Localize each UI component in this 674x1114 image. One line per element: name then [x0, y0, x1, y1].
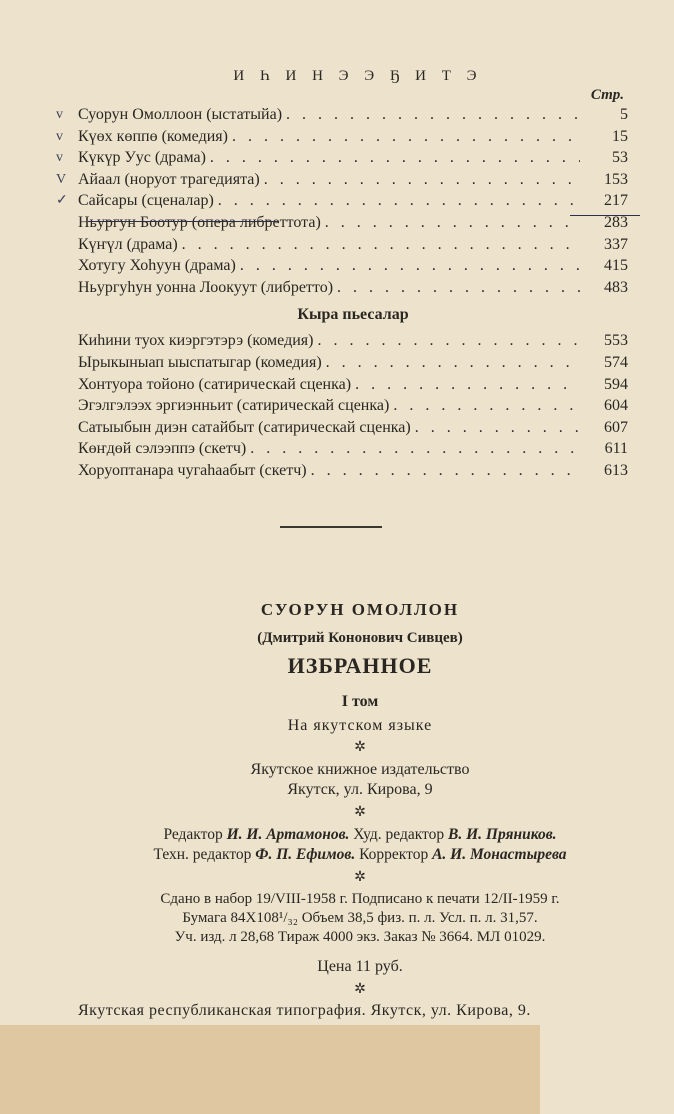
- toc-entry-title: Күҥүл (драма): [78, 235, 178, 253]
- toc-entry-title: Хотугу Хоһуун (драма): [78, 257, 236, 275]
- toc-entry-title: Ньургун Боотур (опера либреттота): [78, 213, 321, 231]
- toc-entry-title: Айаал (норуот трагедията): [78, 170, 260, 188]
- toc-entry-page: 483: [604, 278, 628, 296]
- print-info-3: Уч. изд. л 28,68 Тираж 4000 экз. Заказ № 3664. МЛ 01029.: [174, 929, 546, 945]
- dot-leader: [337, 277, 580, 299]
- toc-entry-page: 594: [604, 375, 628, 393]
- editor-name: И. И. Артамонов.: [226, 826, 350, 843]
- toc-entry-page: 613: [604, 461, 628, 479]
- volume: I том: [341, 693, 379, 710]
- toc-entry: [78, 330, 628, 352]
- pen-underline: [88, 221, 278, 222]
- section-heading: Кыра пьесалар: [297, 306, 409, 324]
- toc-entry-title: Хоруоптанара чугаһаабыт (скетч): [78, 461, 307, 479]
- toc-entry: [56, 126, 628, 148]
- dot-leader: [393, 395, 580, 417]
- star-ornament: ✲: [354, 740, 366, 755]
- pen-underline-page: [570, 215, 640, 216]
- toc-entry-page: 217: [604, 192, 628, 210]
- toc-entry-page: 283: [604, 213, 628, 231]
- toc-entry: [78, 234, 628, 256]
- toc-entry: [78, 395, 628, 417]
- dot-leader: [232, 126, 580, 148]
- toc-entry-title: Суорун Омоллоон (ыстатыйа): [78, 106, 283, 123]
- dot-leader: [240, 255, 580, 277]
- toc-entry: [78, 374, 628, 396]
- toc-entry: [56, 190, 628, 212]
- dot-leader: [355, 374, 580, 396]
- toc-entry: [78, 277, 628, 299]
- toc-entry: [56, 169, 628, 191]
- pencil-check-mark: v: [56, 107, 63, 122]
- toc-entry-title: Сатыыбын диэн сатайбыт (сатирическай сценка): [78, 418, 411, 436]
- toc-title: И Һ И Н Э Э Ҕ И Т Э: [233, 68, 483, 84]
- toc-entry-page: 611: [604, 440, 628, 458]
- toc-entry-page: 604: [604, 397, 628, 415]
- price: Цена 11 руб.: [317, 958, 403, 975]
- pencil-check-mark: V: [56, 171, 67, 187]
- toc-entry-page: 607: [604, 418, 628, 436]
- toc-entry-title: Хонтуора тойоно (сатирическай сценка): [78, 375, 352, 393]
- publisher: Якутское книжное издательство: [250, 761, 470, 778]
- star-ornament: ✲: [354, 870, 366, 885]
- printer-line: Якутская республиканская типография. Якутск, ул. Кирова, 9.: [78, 1002, 531, 1019]
- art-editor-name: В. И. Пряников.: [448, 826, 557, 843]
- credits-line-1: [60, 825, 660, 845]
- dot-leader: [415, 417, 580, 439]
- pencil-check-mark: ✓: [56, 193, 68, 209]
- toc-entry-title: Сайсары (сценалар): [78, 192, 214, 210]
- pencil-check-mark: v: [56, 128, 63, 144]
- imprint: [60, 600, 660, 1002]
- book-title: ИЗБРАННОЕ: [287, 653, 433, 678]
- toc-entry-title: Эгэлгэлээх эргиэнньит (сатирическай сценка): [78, 397, 390, 415]
- publisher-address: Якутск, ул. Кирова, 9: [287, 781, 433, 798]
- toc-short-entries: [78, 330, 628, 481]
- toc-entry-page: 415: [604, 257, 628, 275]
- toc-entry: [78, 417, 628, 439]
- author-name: СУОРУН ОМОЛЛОН: [260, 600, 460, 619]
- toc-entry-page: 337: [604, 235, 628, 253]
- toc-entry: [78, 460, 628, 482]
- star-ornament: ✲: [354, 982, 366, 997]
- dot-leader: [218, 190, 580, 212]
- toc-entry: [56, 104, 628, 126]
- toc-main-entries: [56, 104, 628, 298]
- toc-entry-page: 553: [604, 332, 628, 350]
- dot-leader: [250, 438, 580, 460]
- editor-label: Редактор: [163, 826, 223, 843]
- toc-entry-page: 574: [604, 353, 628, 371]
- dot-leader: [325, 212, 580, 234]
- author-real-name: (Дмитрий Кононович Сивцев): [257, 630, 463, 646]
- page-column-header: Стр.: [590, 87, 624, 103]
- dot-leader: [317, 330, 580, 352]
- credits-line-2: [60, 845, 660, 865]
- dot-leader: [210, 147, 580, 169]
- toc-entry-title: Ньургуһун уонна Лоокуут (либретто): [78, 278, 334, 296]
- toc-entry: [78, 438, 628, 460]
- paper-stain: [0, 1025, 540, 1114]
- toc-entry-title: Көҥдөй сэлээппэ (скетч): [78, 440, 247, 458]
- table-of-contents: [56, 68, 628, 482]
- tech-editor-name: Ф. П. Ефимов.: [255, 846, 356, 863]
- toc-entry: [78, 212, 628, 234]
- toc-entry-page: 15: [612, 127, 628, 145]
- dot-leader: [286, 104, 580, 126]
- corrector-name: А. И. Монастырева: [432, 846, 567, 863]
- language-note: На якутском языке: [287, 717, 433, 734]
- corrector-label: Корректор: [359, 846, 429, 863]
- toc-entry-title: Күөх көппө (комедия): [78, 127, 228, 145]
- toc-entry-title: Киһини туох киэргэтэрэ (комедия): [78, 332, 314, 350]
- art-editor-label: Худ. редактор: [353, 826, 445, 843]
- toc-entry: [56, 147, 628, 169]
- dot-leader: [264, 169, 580, 191]
- pencil-check-mark: v: [56, 150, 63, 166]
- print-info-1: Сдано в набор 19/VIII-1958 г. Подписано к печати 12/II-1959 г.: [160, 891, 560, 907]
- star-ornament: ✲: [354, 805, 366, 820]
- toc-entry-page: 5: [620, 106, 628, 123]
- print-info-2: Бумага 84Х108¹/₃₂ Объем 38,5 физ. п. л. Усл. п. л. 31,57.: [182, 910, 538, 926]
- toc-entry: [78, 255, 628, 277]
- separator-rule: [280, 526, 382, 528]
- dot-leader: [311, 460, 580, 482]
- dot-leader: [326, 352, 580, 374]
- toc-entry-title: Ырыкыныап ыыспатыгар (комедия): [78, 353, 322, 371]
- tech-editor-label: Техн. редактор: [153, 846, 252, 863]
- toc-entry-title: Күкүр Уус (драма): [78, 149, 206, 167]
- toc-entry: [78, 352, 628, 374]
- toc-entry-page: 153: [604, 170, 628, 188]
- toc-entry-page: 53: [612, 149, 628, 167]
- dot-leader: [182, 234, 580, 256]
